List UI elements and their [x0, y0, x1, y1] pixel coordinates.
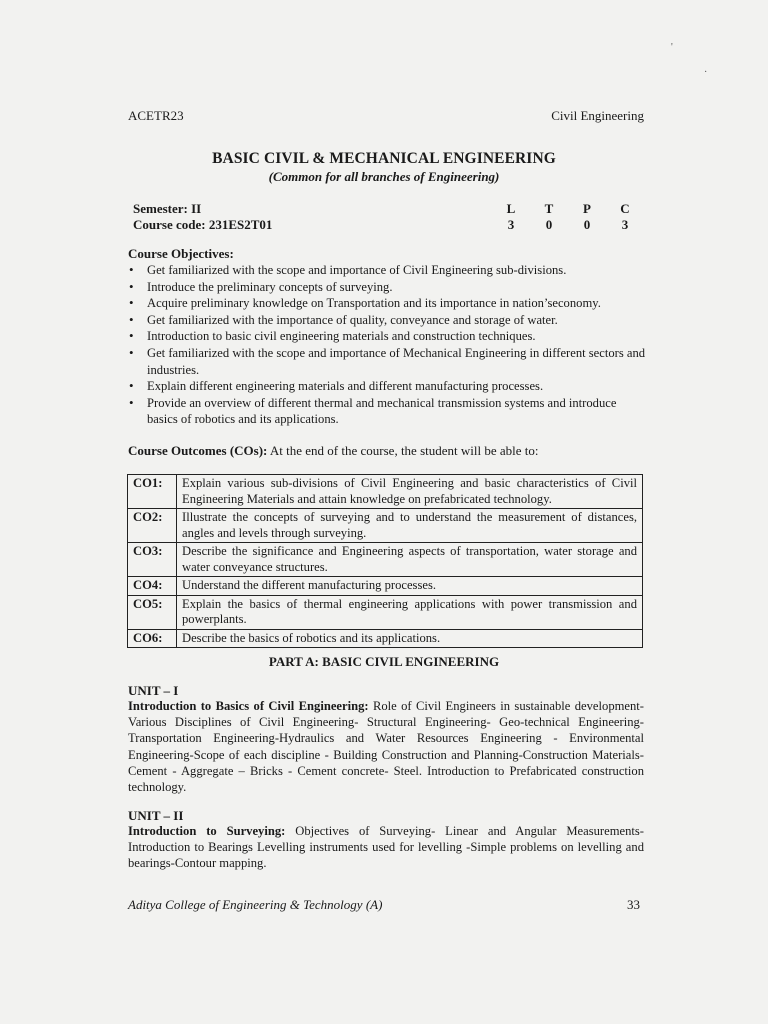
header-code: ACETR23 — [128, 108, 184, 123]
outcome-text: Understand the different manufacturing processes. — [177, 577, 643, 596]
outcomes-heading: Course Outcomes (COs): — [128, 443, 268, 458]
ltpc-label-c: C — [620, 201, 630, 216]
objective-item: • Provide an overview of different thermal and mechanical transmission systems and introduce basics of robotics and its applications. — [128, 395, 648, 428]
objective-item: • Get familiarized with the scope and importance of Civil Engineering sub-divisions. — [128, 262, 648, 279]
objectives-list — [128, 262, 648, 428]
ltpc-value-t: 0 — [545, 217, 553, 232]
course-title: BASIC CIVIL & MECHANICAL ENGINEERING — [212, 150, 556, 167]
scan-mark: · — [704, 67, 708, 78]
outcome-code: CO3: — [128, 543, 177, 577]
outcome-code: CO4: — [128, 577, 177, 596]
course-subtitle: (Common for all branches of Engineering) — [268, 169, 500, 184]
unit-1-body: Role of Civil Engineers in sustainable development- Various Disciplines of Civil Engineering- Structural Engineering- Geo-technical Engineering- Transportation Engineering-Hydraulics and Water Resources Engineering - Environmental Engineering-Scope of each discipline - Building Construction and Planning-Construction Materials-Cement - Aggregate – Bricks - Cement concrete- Steel. Introduction to Prefabricated construction technology. — [128, 699, 644, 795]
part-heading: PART A: BASIC CIVIL ENGINEERING — [268, 654, 500, 669]
objective-item: • Introduction to basic civil engineering materials and construction techniques. — [128, 328, 648, 345]
outcome-code: CO2: — [128, 509, 177, 543]
footer-college: Aditya College of Engineering & Technology (A) — [128, 897, 383, 912]
unit-2-heading: UNIT – II — [128, 808, 184, 823]
outcome-code: CO6: — [128, 629, 177, 648]
table-row — [128, 577, 643, 596]
objective-item: • Explain different engineering materials and different manufacturing processes. — [128, 378, 648, 395]
outcome-text: Explain various sub-divisions of Civil Engineering and basic characteristics of Civil Engineering Materials and attain knowledge on prefabricated technology. — [177, 475, 643, 509]
table-row — [128, 595, 643, 629]
table-row — [128, 629, 643, 648]
outcome-code: CO5: — [128, 595, 177, 629]
unit-1-heading: UNIT – I — [128, 683, 179, 698]
table-row — [128, 509, 643, 543]
unit-2-content — [128, 823, 644, 872]
unit-1-lead: Introduction to Basics of Civil Engineering: — [128, 699, 369, 713]
table-row — [128, 475, 643, 509]
course-code: Course code: 231ES2T01 — [133, 217, 273, 232]
outcomes-intro-line — [128, 443, 539, 459]
objective-item: • Acquire preliminary knowledge on Transportation and its importance in nation’seconomy. — [128, 295, 648, 312]
outcome-text: Describe the basics of robotics and its applications. — [177, 629, 643, 648]
ltpc-value-p: 0 — [583, 217, 591, 232]
semester: Semester: II — [133, 201, 202, 216]
header-department: Civil Engineering — [551, 108, 644, 123]
outcome-text: Explain the basics of thermal engineering applications with power transmission and powerplants. — [177, 595, 643, 629]
objective-item: • Introduce the preliminary concepts of surveying. — [128, 279, 648, 296]
page-number: 33 — [627, 897, 640, 912]
objective-item: • Get familiarized with the importance of quality, conveyance and storage of water. — [128, 312, 648, 329]
outcome-code: CO1: — [128, 475, 177, 509]
ltpc-label-t: T — [544, 201, 554, 216]
ltpc-label-l: L — [506, 201, 516, 216]
outcomes-intro: At the end of the course, the student will be able to: — [267, 443, 539, 458]
unit-2-lead: Introduction to Surveying: — [128, 824, 286, 838]
unit-1-content — [128, 698, 644, 795]
unit-2-body: Objectives of Surveying- Linear and Angular Measurements-Introduction to Bearings Levelling instruments used for levelling -Simple problems on levelling and bearings-Contour mapping. — [128, 824, 644, 871]
outcome-text: Illustrate the concepts of surveying and to understand the measurement of distances, angles and levels through surveying. — [177, 509, 643, 543]
ltpc-label-p: P — [583, 201, 591, 216]
ltpc-value-l: 3 — [507, 217, 515, 232]
outcome-text: Describe the significance and Engineering aspects of transportation, water storage and water conveyance structures. — [177, 543, 643, 577]
course-outcomes-table — [127, 474, 643, 648]
objective-item: • Get familiarized with the scope and importance of Mechanical Engineering in different sectors and industries. — [128, 345, 648, 378]
objectives-heading: Course Objectives: — [128, 246, 234, 261]
scan-mark: ' — [671, 42, 673, 53]
table-row — [128, 543, 643, 577]
ltpc-value-c: 3 — [621, 217, 629, 232]
